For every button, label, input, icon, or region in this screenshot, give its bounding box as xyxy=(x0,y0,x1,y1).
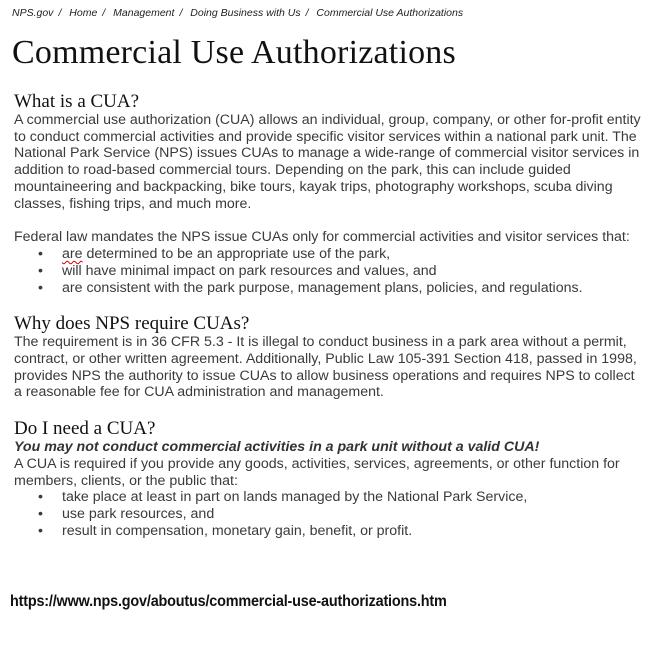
breadcrumb-separator: / xyxy=(102,7,106,19)
breadcrumb-current: Commercial Use Authorizations xyxy=(316,7,464,19)
list-item: • result in compensation, monetary gain, benefit, or profit. xyxy=(62,523,642,540)
criteria-list xyxy=(14,246,642,296)
list-item: • take place at least in part on lands managed by the National Park Service, xyxy=(62,489,642,506)
breadcrumb xyxy=(12,7,463,19)
list-item: • are consistent with the park purpose, management plans, policies, and regulations. xyxy=(62,280,642,297)
warning-text: You may not conduct commercial activities in a park unit without a valid CUA! xyxy=(14,439,540,456)
breadcrumb-home[interactable]: Home xyxy=(69,7,98,19)
breadcrumb-separator: / xyxy=(58,7,62,19)
source-url: https://www.nps.gov/aboutus/commercial-use-authorizations.htm xyxy=(10,593,447,610)
section-heading-do-i-need: Do I need a CUA? xyxy=(14,418,156,440)
section-heading-why-require: Why does NPS require CUAs? xyxy=(14,313,250,335)
page-title: Commercial Use Authorizations xyxy=(12,34,456,71)
breadcrumb-doing-business[interactable]: Doing Business with Us xyxy=(190,7,301,19)
breadcrumb-separator: / xyxy=(179,7,183,19)
paragraph-requirement: The requirement is in 36 CFR 5.3 - It is illegal to conduct business in a park area without a permit, contract, or other written agreement. Additionally, Public Law 105-391 Section 418, passed in 1998, provides NPS the authority to issue CUAs to allow business operations and requires NPS to collect a reasonable fee for CUA administration and management. xyxy=(14,334,637,401)
paragraph-federal-law: Federal law mandates the NPS issue CUAs only for commercial activities and visitor services that: xyxy=(14,229,630,246)
breadcrumb-nps[interactable]: NPS.gov xyxy=(12,7,54,19)
breadcrumb-management[interactable]: Management xyxy=(113,7,175,19)
list-item: • are determined to be an appropriate use of the park, xyxy=(62,246,642,263)
breadcrumb-separator: / xyxy=(305,7,309,19)
paragraph-cua-required: A CUA is required if you provide any goods, activities, services, agreements, or other function for members, clients, or the public that: xyxy=(14,455,620,489)
section-heading-what-is-cua: What is a CUA? xyxy=(14,91,140,112)
list-item: • use park resources, and xyxy=(62,506,642,523)
spellcheck-word: are xyxy=(62,245,83,262)
list-item: • will have minimal impact on park resources and values, and xyxy=(62,263,642,280)
main-content xyxy=(14,91,642,540)
paragraph-cua-definition: A commercial use authorization (CUA) allows an individual, group, company, or other for-profit entity to conduct commercial activities and provide specific visitor services within a national park unit. The National Park Service (NPS) issues CUAs to manage a wide-range of commercial visitor services in addition to road-based commercial tours. Depending on the park, this can include guided mountaineering and backpacking, bike tours, kayak trips, photography workshops, scuba diving classes, fishing trips, and much more. xyxy=(14,112,641,212)
conditions-list xyxy=(14,489,642,539)
